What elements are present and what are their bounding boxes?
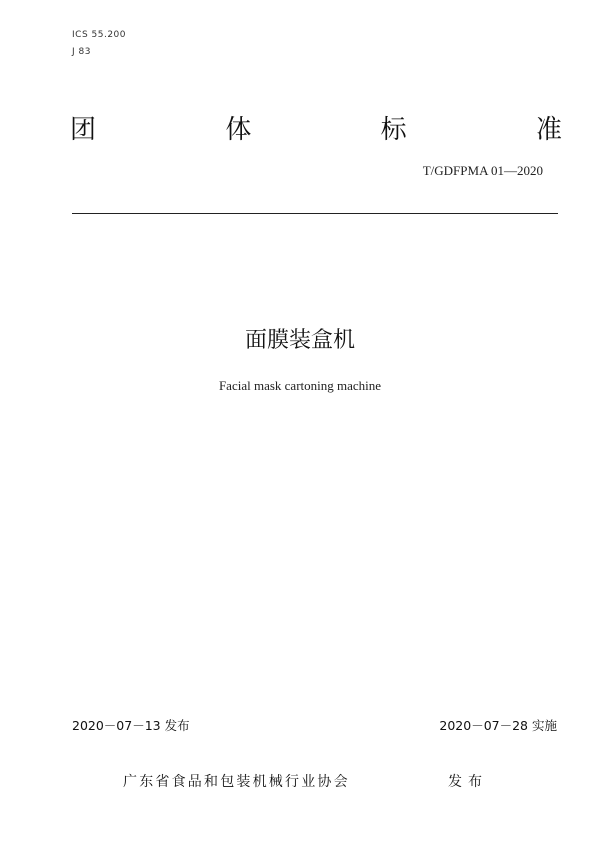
- implementation-date: 2020－07－28 实施: [439, 718, 557, 733]
- standard-type-char: 体: [225, 115, 252, 145]
- standard-type-heading: [70, 114, 562, 146]
- document-title-chinese: 面膜装盒机: [244, 328, 355, 353]
- header-divider: [72, 213, 558, 214]
- issue-date: 2020－07－13 发布: [72, 718, 190, 733]
- ics-code: ICS 55.200: [72, 30, 127, 40]
- standard-type-char: 标: [380, 115, 407, 145]
- standard-type-char: 准: [535, 115, 562, 145]
- publish-label: 发布: [448, 774, 488, 790]
- standard-type-char: 团: [70, 115, 97, 145]
- publisher-name: 广东省食品和包装机械行业协会: [123, 774, 350, 790]
- ccs-code: J 83: [72, 47, 91, 57]
- standard-number: T/GDFPMA 01—2020: [422, 163, 543, 178]
- document-title-english: Facial mask cartoning machine: [218, 378, 382, 393]
